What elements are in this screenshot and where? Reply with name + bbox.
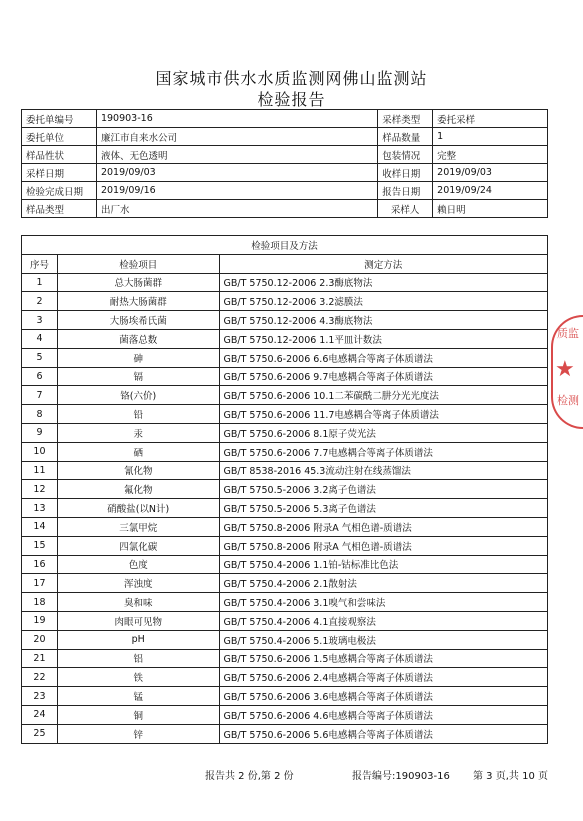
test-item: 耐热大肠菌群	[57, 292, 219, 311]
test-item: 铜	[57, 705, 219, 724]
footer-report-no: 报告编号:190903-16	[352, 771, 450, 782]
row-number: 19	[22, 611, 58, 630]
row-number: 4	[22, 329, 58, 348]
row-number: 14	[22, 517, 58, 536]
sample-no: 190903-16	[96, 110, 377, 128]
row-number: 12	[22, 480, 58, 499]
table-row	[22, 668, 548, 687]
test-item: 铝	[57, 649, 219, 668]
table-row	[22, 499, 548, 518]
table-row	[22, 386, 548, 405]
sample-type-label: 样品类型	[22, 200, 97, 218]
sampling-date: 2019/09/03	[96, 164, 377, 182]
test-item: 锌	[57, 724, 219, 743]
test-method: GB/T 5750.6-2006 4.6电感耦合等离子体质谱法	[219, 705, 548, 724]
sample-type: 出厂水	[96, 200, 377, 218]
test-item: 臭和味	[57, 593, 219, 612]
test-item: 氟化物	[57, 480, 219, 499]
quantity: 1	[433, 128, 548, 146]
table-row	[22, 611, 548, 630]
test-method: GB/T 5750.4-2006 1.1铂-钴标准比色法	[219, 555, 548, 574]
test-item: 三氯甲烷	[57, 517, 219, 536]
row-number: 17	[22, 574, 58, 593]
test-item: 浑浊度	[57, 574, 219, 593]
row-number: 9	[22, 423, 58, 442]
test-method: GB/T 5750.6-2006 11.7电感耦合等离子体质谱法	[219, 405, 548, 424]
row-number: 2	[22, 292, 58, 311]
test-method: GB/T 5750.6-2006 5.6电感耦合等离子体质谱法	[219, 724, 548, 743]
table-row	[22, 574, 548, 593]
receive-date-label: 收样日期	[378, 164, 433, 182]
test-method: GB/T 5750.6-2006 7.7电感耦合等离子体质谱法	[219, 442, 548, 461]
table-row	[22, 273, 548, 292]
test-item: 铁	[57, 668, 219, 687]
table-row	[22, 329, 548, 348]
property-label: 样品性状	[22, 146, 97, 164]
section-title: 检验项目及方法	[22, 236, 548, 255]
test-method: GB/T 5750.12-2006 2.3酶底物法	[219, 273, 548, 292]
package: 完整	[433, 146, 548, 164]
col-header-item: 检验项目	[57, 254, 219, 273]
test-method: GB/T 5750.12-2006 3.2滤膜法	[219, 292, 548, 311]
report-title: 检验报告	[257, 90, 326, 109]
test-item: 氰化物	[57, 461, 219, 480]
table-row	[22, 555, 548, 574]
row-number: 25	[22, 724, 58, 743]
table-row	[22, 405, 548, 424]
test-method: GB/T 5750.6-2006 8.1原子荧光法	[219, 423, 548, 442]
sample-info-table	[21, 109, 548, 218]
row-number: 24	[22, 705, 58, 724]
row-number: 13	[22, 499, 58, 518]
row-number: 11	[22, 461, 58, 480]
table-row	[22, 517, 548, 536]
test-method: GB/T 8538-2016 45.3流动注射在线蒸馏法	[219, 461, 548, 480]
client: 廉江市自来水公司	[96, 128, 377, 146]
table-row	[22, 536, 548, 555]
receive-date: 2019/09/03	[433, 164, 548, 182]
sampler: 赖日明	[433, 200, 548, 218]
stamp-bottom-text: 检测	[557, 394, 579, 407]
page-number: 第 3 页,共 10 页	[473, 771, 548, 782]
sample-no-label: 委托单编号	[22, 110, 97, 128]
test-item: 硝酸盐(以N计)	[57, 499, 219, 518]
property: 液体、无色透明	[96, 146, 377, 164]
test-items-table	[21, 235, 548, 744]
test-method: GB/T 5750.4-2006 4.1直接观察法	[219, 611, 548, 630]
test-method: GB/T 5750.6-2006 3.6电感耦合等离子体质谱法	[219, 687, 548, 706]
row-number: 8	[22, 405, 58, 424]
test-item: 铬(六价)	[57, 386, 219, 405]
row-number: 15	[22, 536, 58, 555]
test-method: GB/T 5750.8-2006 附录A 气相色谱-质谱法	[219, 517, 548, 536]
row-number: 20	[22, 630, 58, 649]
table-row	[22, 724, 548, 743]
test-method: GB/T 5750.5-2006 5.3离子色谱法	[219, 499, 548, 518]
package-label: 包装情况	[378, 146, 433, 164]
table-row	[22, 649, 548, 668]
row-number: 21	[22, 649, 58, 668]
test-method: GB/T 5750.6-2006 2.4电感耦合等离子体质谱法	[219, 668, 548, 687]
sampling-type: 委托采样	[433, 110, 548, 128]
test-method: GB/T 5750.6-2006 10.1二苯碳酰二肼分光光度法	[219, 386, 548, 405]
table-row	[22, 292, 548, 311]
test-item: 铅	[57, 405, 219, 424]
finish-date-label: 检验完成日期	[22, 182, 97, 200]
stamp-top-text: 质监	[557, 327, 579, 340]
test-method: GB/T 5750.5-2006 3.2离子色谱法	[219, 480, 548, 499]
row-number: 1	[22, 273, 58, 292]
sampling-type-label: 采样类型	[378, 110, 433, 128]
row-number: 16	[22, 555, 58, 574]
sampling-date-label: 采样日期	[22, 164, 97, 182]
test-item: 砷	[57, 348, 219, 367]
table-row	[22, 630, 548, 649]
report-org-title: 国家城市供水水质监测网佛山监测站	[155, 69, 428, 88]
test-method: GB/T 5750.12-2006 4.3酶底物法	[219, 311, 548, 330]
row-number: 22	[22, 668, 58, 687]
table-row	[22, 311, 548, 330]
test-item: 汞	[57, 423, 219, 442]
test-item: 锰	[57, 687, 219, 706]
table-row	[22, 593, 548, 612]
test-method: GB/T 5750.4-2006 3.1嗅气和尝味法	[219, 593, 548, 612]
table-row	[22, 705, 548, 724]
table-row	[22, 423, 548, 442]
star-icon: ★	[555, 357, 575, 382]
test-method: GB/T 5750.6-2006 6.6电感耦合等离子体质谱法	[219, 348, 548, 367]
red-seal-stamp	[551, 315, 583, 429]
row-number: 23	[22, 687, 58, 706]
test-item: 镉	[57, 367, 219, 386]
test-item: 菌落总数	[57, 329, 219, 348]
table-body	[22, 273, 548, 743]
test-item: 总大肠菌群	[57, 273, 219, 292]
test-method: GB/T 5750.4-2006 5.1玻璃电极法	[219, 630, 548, 649]
table-row	[22, 442, 548, 461]
table-row	[22, 687, 548, 706]
finish-date: 2019/09/16	[96, 182, 377, 200]
col-header-no: 序号	[22, 254, 58, 273]
table-row	[22, 480, 548, 499]
test-item: 色度	[57, 555, 219, 574]
test-item: 硒	[57, 442, 219, 461]
client-label: 委托单位	[22, 128, 97, 146]
sampler-label: 采样人	[378, 200, 433, 218]
test-method: GB/T 5750.4-2006 2.1散射法	[219, 574, 548, 593]
table-row	[22, 461, 548, 480]
col-header-method: 测定方法	[219, 254, 548, 273]
test-method: GB/T 5750.8-2006 附录A 气相色谱-质谱法	[219, 536, 548, 555]
row-number: 7	[22, 386, 58, 405]
table-row	[22, 348, 548, 367]
test-method: GB/T 5750.6-2006 9.7电感耦合等离子体质谱法	[219, 367, 548, 386]
row-number: 18	[22, 593, 58, 612]
row-number: 5	[22, 348, 58, 367]
test-item: 四氯化碳	[57, 536, 219, 555]
quantity-label: 样品数量	[378, 128, 433, 146]
report-date-label: 报告日期	[378, 182, 433, 200]
test-method: GB/T 5750.6-2006 1.5电感耦合等离子体质谱法	[219, 649, 548, 668]
copies-info: 报告共 2 份,第 2 份	[205, 771, 294, 782]
row-number: 6	[22, 367, 58, 386]
report-date: 2019/09/24	[433, 182, 548, 200]
test-method: GB/T 5750.12-2006 1.1平皿计数法	[219, 329, 548, 348]
table-row	[22, 367, 548, 386]
test-item: 大肠埃希氏菌	[57, 311, 219, 330]
row-number: 10	[22, 442, 58, 461]
row-number: 3	[22, 311, 58, 330]
test-item: 肉眼可见物	[57, 611, 219, 630]
test-item: pH	[57, 630, 219, 649]
